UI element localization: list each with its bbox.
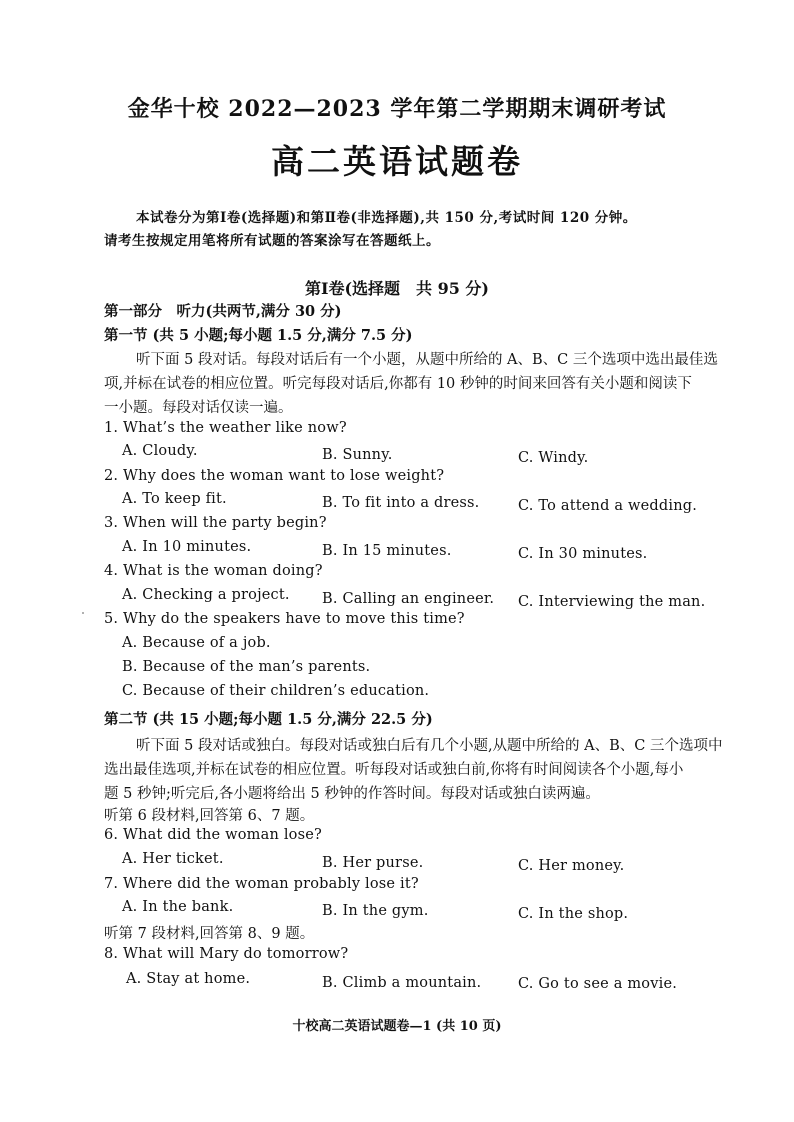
material-note: 听第 6 段材料,回答第 6、7 题。 bbox=[104, 808, 315, 824]
exam-title: 金华十校 2022—2023 学年第二学期期末调研考试 bbox=[127, 96, 667, 122]
part1-title: 第一部分 听力(共两节,满分 30 分) bbox=[104, 303, 342, 320]
option-c: C. To attend a wedding. bbox=[518, 498, 698, 514]
question-stem: 4. What is the woman doing? bbox=[104, 563, 323, 579]
question-stem: 6. What did the woman lose? bbox=[104, 827, 322, 843]
option-c: C. Because of their children’s education. bbox=[122, 683, 430, 699]
question-stem: 3. When will the party begin? bbox=[104, 515, 327, 531]
option-c: C. Interviewing the man. bbox=[518, 594, 706, 610]
section1-instr-line: 一小题。每段对话仅读一遍。 bbox=[104, 400, 293, 416]
page-footer: 十校高二英语试题卷—1 (共 10 页) bbox=[292, 1019, 502, 1034]
question-stem: 5. Why do the speakers have to move this time? bbox=[104, 611, 465, 627]
section2-instr-line: 选出最佳选项,并标在试卷的相应位置。听每段对话或独白前,你将有时间阅读各个小题,每小 bbox=[104, 762, 684, 778]
option-a: A. In the bank. bbox=[122, 899, 234, 915]
option-b: B. Calling an engineer. bbox=[322, 591, 495, 607]
option-c: C. In the shop. bbox=[518, 906, 629, 922]
option-a: A. In 10 minutes. bbox=[122, 539, 252, 555]
section1-title: 第一节 (共 5 小题;每小题 1.5 分,满分 7.5 分) bbox=[104, 327, 413, 344]
option-a: A. Cloudy. bbox=[122, 443, 198, 459]
section2-instr-line: 题 5 秒钟;听完后,各小题将给出 5 秒钟的作答时间。每段对话或独白读两遍。 bbox=[104, 786, 600, 802]
question-stem: 1. What’s the weather like now? bbox=[104, 420, 347, 436]
option-a: A. Checking a project. bbox=[122, 587, 290, 603]
intro-line-1: 本试卷分为第Ⅰ卷(选择题)和第Ⅱ卷(非选择题),共 150 分,考试时间 120 分钟。 bbox=[136, 210, 637, 226]
option-b: B. Sunny. bbox=[322, 447, 393, 463]
option-b: B. In 15 minutes. bbox=[322, 543, 452, 559]
section1-instr-line: 项,并标在试卷的相应位置。听完每段对话后,你都有 10 秒钟的时间来回答有关小题和阅读下 bbox=[104, 376, 692, 392]
question-stem: 8. What will Mary do tomorrow? bbox=[104, 946, 349, 962]
option-a: A. Stay at home. bbox=[126, 971, 251, 987]
option-b: B. Her purse. bbox=[322, 855, 424, 871]
option-b: B. In the gym. bbox=[322, 903, 429, 919]
option-c: C. Windy. bbox=[518, 450, 589, 466]
paper-title: 高二英语试题卷 bbox=[271, 142, 523, 181]
material-note: 听第 7 段材料,回答第 8、9 题。 bbox=[104, 926, 315, 942]
option-a: A. Her ticket. bbox=[122, 851, 224, 867]
option-c: C. Go to see a movie. bbox=[518, 976, 678, 992]
option-a: A. Because of a job. bbox=[122, 635, 271, 651]
question-stem: 7. Where did the woman probably lose it? bbox=[104, 876, 419, 892]
question-stem: 2. Why does the woman want to lose weight? bbox=[104, 468, 445, 484]
option-b: B. To fit into a dress. bbox=[322, 495, 480, 511]
volume-title: 第Ⅰ卷(选择题 共 95 分) bbox=[304, 279, 490, 298]
section1-instr-line: 听下面 5 段对话。每段对话后有一个小题，从题中所给的 A、B、C 三个选项中选出最佳选 bbox=[136, 352, 718, 368]
option-c: C. In 30 minutes. bbox=[518, 546, 648, 562]
option-b: B. Climb a mountain. bbox=[322, 975, 482, 991]
option-c: C. Her money. bbox=[518, 858, 625, 874]
option-a: A. To keep fit. bbox=[122, 491, 227, 507]
section2-instr-line: 听下面 5 段对话或独白。每段对话或独白后有几个小题,从题中所给的 A、B、C 三个选项中 bbox=[136, 738, 723, 754]
scan-speck bbox=[82, 612, 84, 614]
intro-line-2: 请考生按规定用笔将所有试题的答案涂写在答题纸上。 bbox=[104, 233, 440, 249]
section2-title: 第二节 (共 15 小题;每小题 1.5 分,满分 22.5 分) bbox=[104, 711, 433, 728]
option-b: B. Because of the man’s parents. bbox=[122, 659, 371, 675]
